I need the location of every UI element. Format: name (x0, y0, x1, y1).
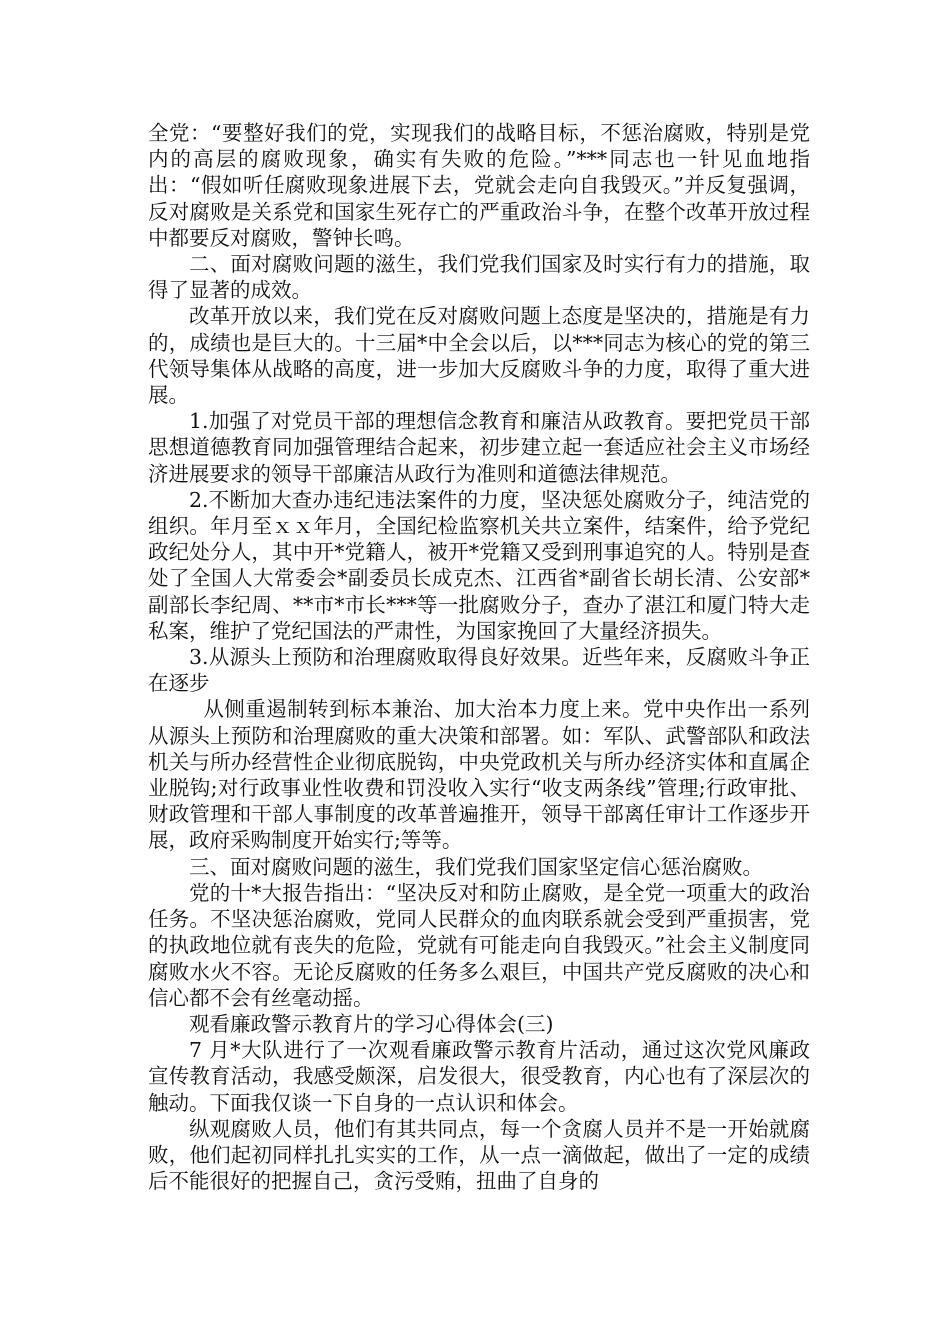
paragraph-activity: 7 月*大队进行了一次观看廉政警示教育片活动，通过这次党风廉政宣传教育活动，我感受颇深，启发很大，很受教育，内心也有了深层次的触动。下面我仅谈一下自身的一点认识和体会。 (148, 1038, 810, 1115)
paragraph-corrupt-personnel: 纵观腐败人员，他们有其共同点，每一个贪腐人员并不是一开始就腐败，他们起初同样扎扎实实的工作，从一点一滴做起，做出了一定的成绩后不能很好的把握自己，贪污受贿，扭曲了自身的 (148, 1116, 810, 1194)
paragraph-quote-party: 全党：“要整好我们的党，实现我们的战略目标，不惩治腐败，特别是党内的高层的腐败现象，确实有失败的危险。”***同志也一针见血地指出：“假如听任腐败现象进展下去，党就会走向自我毁灭。”并反复强调，反对腐败是关系党和国家生死存亡的严重政治斗争，在整个改革开放过程中都要反对腐败，警钟长鸣。 (148, 121, 810, 250)
paragraph-reform: 改革开放以来，我们党在反对腐败问题上态度是坚决的，措施是有力的，成绩也是巨大的。十三届*中全会以后，以***同志为核心的党的第三代领导集体从战略的高度，进一步加大反腐败斗争的力度，取得了重大进展。 (148, 304, 810, 408)
document-body (148, 120, 810, 1194)
list-item-1: 1.加强了对党员干部的理想信念教育和廉洁从政教育。要把党员干部思想道德教育同加强管理结合起来，初步建立起一套适应社会主义市场经济进展要求的领导干部廉洁从政行为准则和道德法律规范。 (148, 409, 810, 486)
list-item-3: 3.从源头上预防和治理腐败取得良好效果。近些年来，反腐败斗争正在逐步 (148, 645, 810, 696)
essay-title: 观看廉政警示教育片的学习心得体会(三) (189, 1011, 554, 1036)
list-item-2: 2.不断加大查办违纪违法案件的力度，坚决惩处腐败分子，纯洁党的组织。年月至ｘｘ年月，全国纪检监察机关共立案件，结案件，给予党纪政纪处分人，其中开*党籍人，被开*党籍又受到刑事追究的人。特别是查处了全国人大常委会*副委员长成克杰、江西省*副省长胡长清、公安部*副部长李纪周、**市*市长***等一批腐败分子，查办了湛江和厦门特大走私案，维护了党纪国法的严肃性，为国家挽回了大量经济损失。 (148, 487, 810, 643)
section-heading-three: 三、面对腐败问题的滋生，我们党我们国家坚定信心惩治腐败。 (189, 854, 763, 879)
section-heading-two: 二、面对腐败问题的滋生，我们党我们国家及时实行有力的措施，取得了显著的成效。 (148, 252, 810, 303)
paragraph-congress-report: 党的十*大报告指出：“坚决反对和防止腐败，是全党一项重大的政治任务。不坚决惩治腐败，党同人民群众的血肉联系就会受到严重损害，党的执政地位就有丧失的危险，党就有可能走向自我毁灭。”社会主义制度同腐败水火不容。无论反腐败的任务多么艰巨，中国共产党反腐败的决心和信心都不会有丝毫动摇。 (148, 880, 810, 1010)
paragraph-source-control: 从侧重遏制转到标本兼治、加大治本力度上来。党中央作出一系列从源头上预防和治理腐败的重大决策和部署。如：军队、武警部队和政法机关与所办经营性企业彻底脱钩，中央党政机关与所办经济实体和直属企业脱钩;对行政事业性收费和罚没收入实行“收支两条线”管理;行政审批、财政管理和干部人事制度的改革普遍推开，领导干部离任审计工作逐步开展，政府采购制度开始实行;等等。 (148, 697, 810, 853)
